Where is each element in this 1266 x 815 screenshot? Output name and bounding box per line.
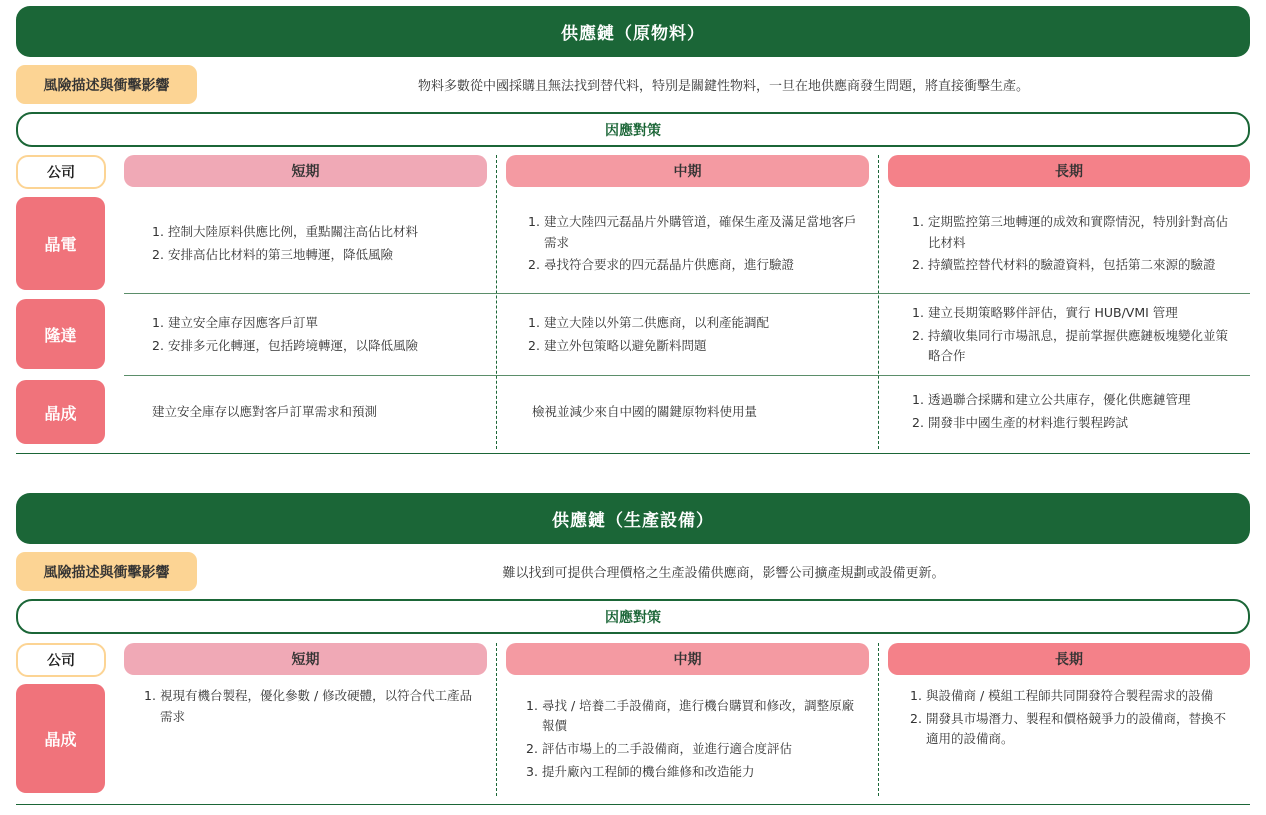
list-item: 1. 建立大陸四元磊晶片外購管道，確保生產及滿足當地客戶需求 (528, 214, 857, 250)
row-divider (124, 375, 1250, 376)
term-long-header: 長期 (888, 155, 1250, 187)
section-bottom-rule (16, 453, 1250, 454)
list-item: 2. 尋找符合要求的四元磊晶片供應商，進行驗證 (528, 257, 795, 273)
list-item: 1. 與設備商 / 模組工程師共同開發符合製程需求的設備 (910, 688, 1214, 703)
risk-row (16, 552, 1250, 591)
cell-unikorn-mid (526, 684, 862, 794)
cell-lextar-long (912, 296, 1237, 374)
column-divider (496, 155, 497, 449)
term-short-header: 短期 (124, 643, 487, 675)
cell-unikorn-long (912, 378, 1237, 446)
cell-unikorn-long (910, 684, 1235, 784)
cell-unikorn-short (144, 684, 480, 734)
list-item: 2. 開發具市場潛力、製程和價格競爭力的設備商，替換不適用的設備商。 (910, 710, 1227, 747)
risk-description: 物料多數從中國採購且無法找到替代料，特別是關鍵性物料，一旦在地供應商發生問題，將直接衝擊生產。 (417, 79, 1029, 94)
risk-row (16, 65, 1250, 104)
term-mid-header: 中期 (506, 643, 869, 675)
list-item: 1. 定期監控第三地轉運的成效和實際情況，特別針對高佔比材料 (912, 214, 1229, 250)
column-divider (878, 643, 879, 796)
measures-header: 因應對策 (16, 599, 1250, 634)
list-item: 3. 提升廠內工程師的機台維修和改造能力 (526, 763, 755, 779)
list-item: 1. 建立大陸以外第二供應商，以利產能調配 (528, 315, 770, 331)
company-unikorn: 晶成 (16, 684, 105, 793)
term-mid-header: 中期 (506, 155, 869, 187)
cell-text: 建立安全庫存以應對客戶訂單需求和預測 (152, 403, 378, 419)
column-divider (496, 643, 497, 796)
risk-label: 風險描述與衝擊影響 (16, 65, 197, 104)
section-bottom-rule (16, 804, 1250, 805)
company-unikorn: 晶成 (16, 380, 105, 444)
cell-unikorn-mid (532, 378, 862, 446)
company-header: 公司 (16, 643, 106, 677)
list-item: 2. 評估市場上的二手設備商，並進行適合度評估 (526, 741, 793, 756)
list-item: 1. 尋找 / 培養二手設備商，進行機台購買和修改，調整原廠報價 (526, 697, 855, 734)
section-title: 供應鏈（原物料） (16, 6, 1250, 57)
list-item: 1. 建立安全庫存因應客戶訂單 (152, 315, 319, 331)
cell-lextar-mid (528, 296, 860, 374)
cell-epistar-mid (528, 199, 860, 289)
cell-epistar-short (152, 199, 482, 289)
cell-unikorn-short (152, 378, 482, 446)
risk-description: 難以找到可提供合理價格之生產設備供應商，影響公司擴產規劃或設備更新。 (502, 566, 945, 581)
list-item: 2. 持續監控替代材料的驗證資料，包括第二來源的驗證 (912, 257, 1216, 273)
cell-epistar-long (912, 199, 1237, 289)
list-item: 2. 建立外包策略以避免斷料問題 (528, 338, 707, 353)
list-item: 1. 建立長期策略夥伴評估，實行 HUB/VMI 管理 (912, 305, 1178, 321)
list-item: 1. 控制大陸原料供應比例，重點關注高佔比材料 (152, 224, 419, 240)
section-title: 供應鏈（生產設備） (16, 493, 1250, 544)
risk-label: 風險描述與衝擊影響 (16, 552, 197, 591)
list-item: 2. 安排高佔比材料的第三地轉運，降低風險 (152, 247, 394, 262)
cell-lextar-short (152, 296, 482, 374)
row-divider (124, 293, 1250, 294)
company-lextar: 隆達 (16, 299, 105, 369)
company-epistar: 晶電 (16, 197, 105, 290)
list-item: 1. 視現有機台製程，優化參數 / 修改硬體，以符合代工產品需求 (144, 688, 473, 724)
column-divider (878, 155, 879, 449)
term-long-header: 長期 (888, 643, 1250, 675)
term-short-header: 短期 (124, 155, 487, 187)
measures-header: 因應對策 (16, 112, 1250, 147)
list-item: 1. 透過聯合採購和建立公共庫存，優化供應鏈管理 (912, 392, 1191, 408)
list-item: 2. 持續收集同行市場訊息，提前掌握供應鏈板塊變化並策略合作 (912, 327, 1229, 364)
cell-text: 檢視並減少來自中國的關鍵原物料使用量 (532, 403, 758, 419)
list-item: 2. 開發非中國生產的材料進行製程跨試 (912, 415, 1129, 430)
list-item: 2. 安排多元化轉運，包括跨境轉運，以降低風險 (152, 338, 419, 353)
company-header: 公司 (16, 155, 106, 189)
